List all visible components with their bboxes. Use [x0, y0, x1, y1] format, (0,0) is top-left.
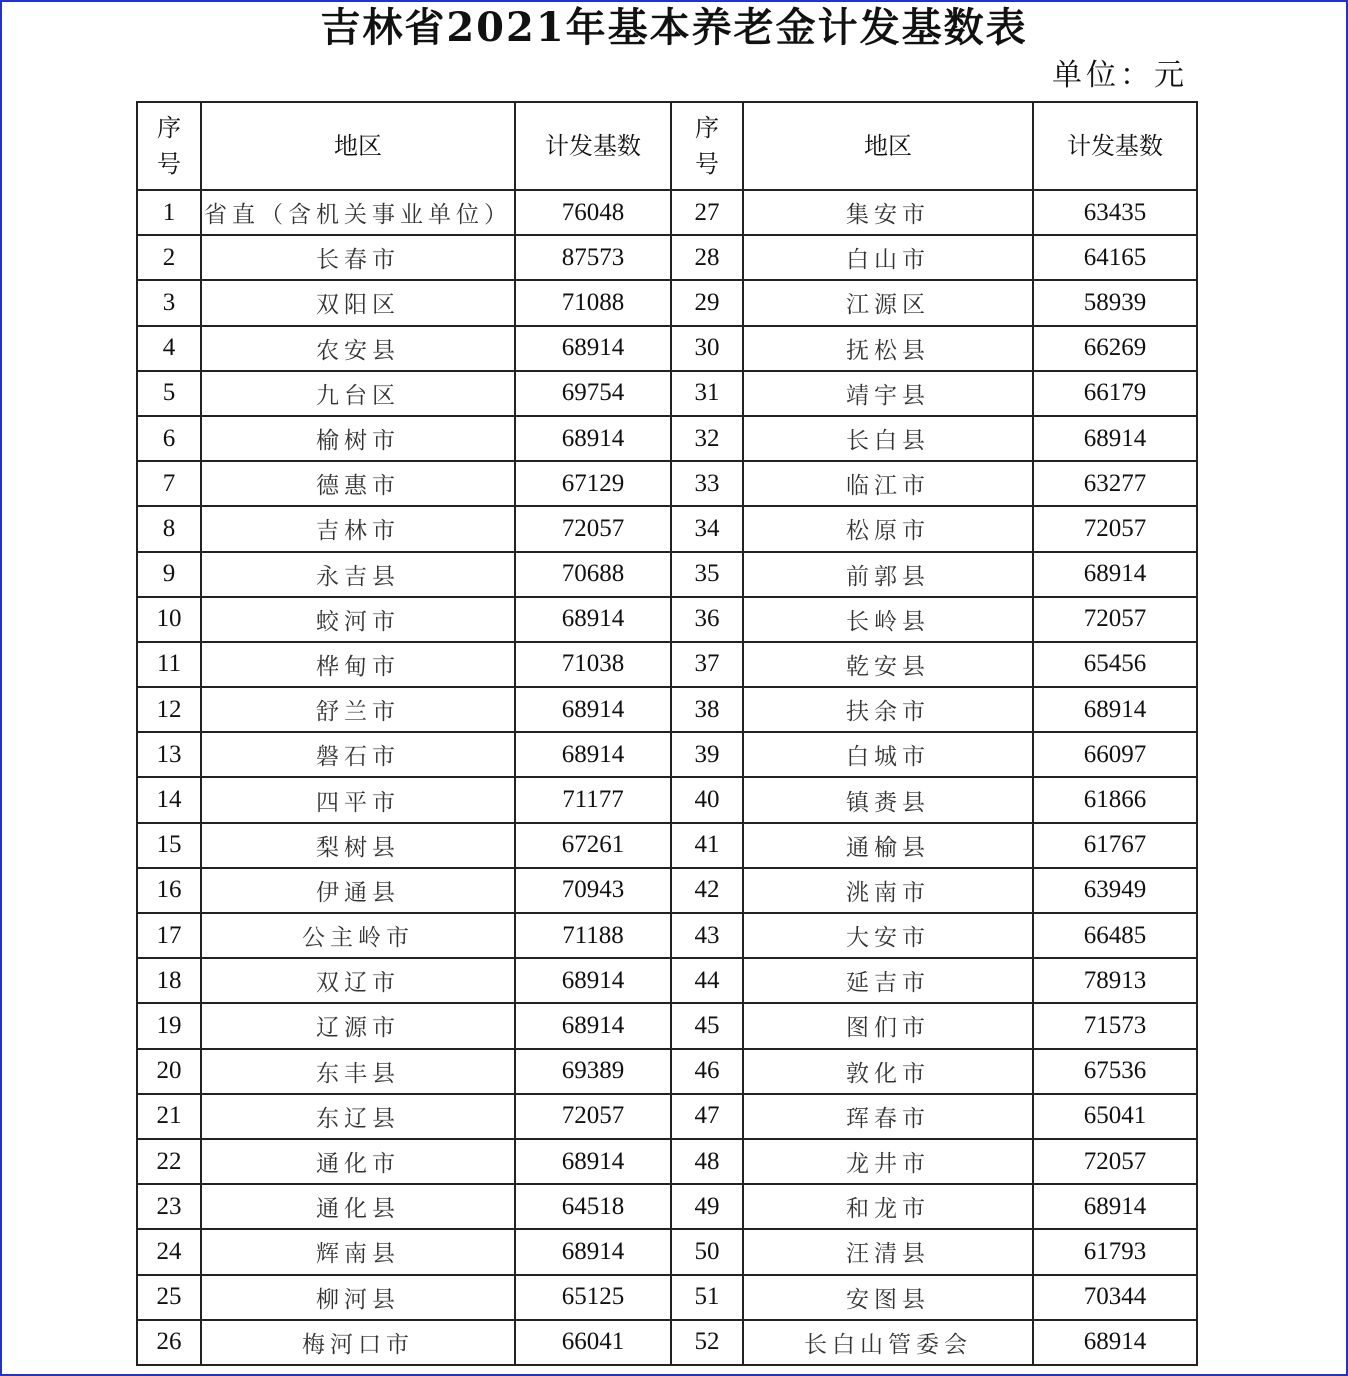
- seq-cell-right: 27: [671, 190, 743, 235]
- region-cell-right: 江源区: [743, 280, 1033, 325]
- base-cell-left: 69389: [515, 1049, 671, 1094]
- table-row: [137, 371, 1197, 416]
- base-cell-left: 76048: [515, 190, 671, 235]
- region-cell-right: 前郭县: [743, 552, 1033, 597]
- region-cell-right: 延吉市: [743, 958, 1033, 1003]
- unit-label: 单位：元: [1052, 58, 1188, 93]
- region-cell-left: 辽源市: [201, 1003, 515, 1048]
- region-cell-right: 敦化市: [743, 1049, 1033, 1094]
- header-seq-line2: 号: [695, 150, 719, 178]
- header-seq-right: [671, 102, 743, 190]
- table-row: [137, 823, 1197, 868]
- region-cell-left: 双阳区: [201, 280, 515, 325]
- seq-cell-right: 49: [671, 1184, 743, 1229]
- table-row: [137, 1229, 1197, 1274]
- seq-cell-left: 8: [137, 506, 201, 551]
- table-row: [137, 235, 1197, 280]
- region-cell-left: 公主岭市: [201, 913, 515, 958]
- seq-cell-left: 13: [137, 732, 201, 777]
- seq-cell-right: 51: [671, 1275, 743, 1320]
- base-cell-right: 66485: [1033, 913, 1197, 958]
- seq-cell-right: 43: [671, 913, 743, 958]
- header-region-left: 地区: [201, 102, 515, 190]
- base-cell-left: 69754: [515, 371, 671, 416]
- seq-cell-right: 36: [671, 597, 743, 642]
- region-cell-right: 安图县: [743, 1275, 1033, 1320]
- seq-cell-right: 39: [671, 732, 743, 777]
- base-cell-left: 70688: [515, 552, 671, 597]
- base-cell-right: 63949: [1033, 868, 1197, 913]
- seq-cell-right: 29: [671, 280, 743, 325]
- seq-cell-right: 41: [671, 823, 743, 868]
- seq-cell-left: 22: [137, 1139, 201, 1184]
- base-cell-left: 68914: [515, 326, 671, 371]
- region-cell-right: 乾安县: [743, 642, 1033, 687]
- seq-cell-right: 35: [671, 552, 743, 597]
- seq-cell-right: 45: [671, 1003, 743, 1048]
- table-row: [137, 1094, 1197, 1139]
- seq-cell-left: 26: [137, 1320, 201, 1365]
- region-cell-left: 通化县: [201, 1184, 515, 1229]
- seq-cell-left: 21: [137, 1094, 201, 1139]
- seq-cell-left: 23: [137, 1184, 201, 1229]
- region-cell-left: 双辽市: [201, 958, 515, 1003]
- seq-cell-left: 20: [137, 1049, 201, 1094]
- table-row: [137, 913, 1197, 958]
- base-cell-right: 72057: [1033, 506, 1197, 551]
- header-seq-line1: 序: [157, 114, 181, 142]
- base-cell-left: 70943: [515, 868, 671, 913]
- region-cell-right: 白城市: [743, 732, 1033, 777]
- region-cell-right: 洮南市: [743, 868, 1033, 913]
- base-cell-right: 63277: [1033, 461, 1197, 506]
- table-row: [137, 958, 1197, 1003]
- seq-cell-right: 47: [671, 1094, 743, 1139]
- base-cell-right: 68914: [1033, 552, 1197, 597]
- seq-cell-left: 17: [137, 913, 201, 958]
- seq-cell-right: 40: [671, 777, 743, 822]
- base-cell-left: 68914: [515, 1003, 671, 1048]
- table-row: [137, 326, 1197, 371]
- base-cell-left: 68914: [515, 1229, 671, 1274]
- base-cell-right: 58939: [1033, 280, 1197, 325]
- region-cell-left: 德惠市: [201, 461, 515, 506]
- seq-cell-right: 46: [671, 1049, 743, 1094]
- region-cell-right: 通榆县: [743, 823, 1033, 868]
- base-cell-left: 87573: [515, 235, 671, 280]
- table-row: [137, 1139, 1197, 1184]
- base-cell-left: 72057: [515, 506, 671, 551]
- table-row: [137, 777, 1197, 822]
- seq-cell-right: 38: [671, 687, 743, 732]
- region-cell-left: 桦甸市: [201, 642, 515, 687]
- region-cell-left: 磐石市: [201, 732, 515, 777]
- table-row: [137, 552, 1197, 597]
- region-cell-left: 四平市: [201, 777, 515, 822]
- seq-cell-right: 50: [671, 1229, 743, 1274]
- base-cell-right: 78913: [1033, 958, 1197, 1003]
- region-cell-left: 辉南县: [201, 1229, 515, 1274]
- base-cell-right: 63435: [1033, 190, 1197, 235]
- seq-cell-left: 12: [137, 687, 201, 732]
- region-cell-right: 靖宇县: [743, 371, 1033, 416]
- seq-cell-left: 5: [137, 371, 201, 416]
- seq-cell-left: 11: [137, 642, 201, 687]
- base-cell-right: 68914: [1033, 1184, 1197, 1229]
- seq-cell-left: 1: [137, 190, 201, 235]
- region-cell-left: 东辽县: [201, 1094, 515, 1139]
- region-cell-left: 省直（含机关事业单位）: [201, 190, 515, 235]
- region-cell-right: 长白山管委会: [743, 1320, 1033, 1365]
- region-cell-left: 蛟河市: [201, 597, 515, 642]
- base-cell-right: 67536: [1033, 1049, 1197, 1094]
- header-row: [137, 102, 1197, 190]
- base-cell-left: 71088: [515, 280, 671, 325]
- base-cell-right: 71573: [1033, 1003, 1197, 1048]
- table-row: [137, 506, 1197, 551]
- table-row: [137, 1275, 1197, 1320]
- base-cell-right: 70344: [1033, 1275, 1197, 1320]
- seq-cell-right: 37: [671, 642, 743, 687]
- region-cell-left: 九台区: [201, 371, 515, 416]
- seq-cell-left: 19: [137, 1003, 201, 1048]
- seq-cell-left: 15: [137, 823, 201, 868]
- base-cell-right: 65456: [1033, 642, 1197, 687]
- region-cell-left: 通化市: [201, 1139, 515, 1184]
- base-cell-left: 67261: [515, 823, 671, 868]
- region-cell-right: 珲春市: [743, 1094, 1033, 1139]
- region-cell-left: 柳河县: [201, 1275, 515, 1320]
- seq-cell-right: 32: [671, 416, 743, 461]
- base-cell-left: 71038: [515, 642, 671, 687]
- base-cell-left: 68914: [515, 958, 671, 1003]
- table-row: [137, 280, 1197, 325]
- region-cell-right: 汪清县: [743, 1229, 1033, 1274]
- region-cell-right: 和龙市: [743, 1184, 1033, 1229]
- header-seq-left: [137, 102, 201, 190]
- region-cell-left: 梨树县: [201, 823, 515, 868]
- pension-base-table: [136, 101, 1198, 1366]
- seq-cell-left: 10: [137, 597, 201, 642]
- table-row: [137, 416, 1197, 461]
- table-row: [137, 1184, 1197, 1229]
- region-cell-right: 临江市: [743, 461, 1033, 506]
- region-cell-right: 龙井市: [743, 1139, 1033, 1184]
- seq-cell-left: 4: [137, 326, 201, 371]
- region-cell-right: 白山市: [743, 235, 1033, 280]
- table-row: [137, 1049, 1197, 1094]
- table-row: [137, 687, 1197, 732]
- seq-cell-right: 44: [671, 958, 743, 1003]
- seq-cell-left: 25: [137, 1275, 201, 1320]
- seq-cell-right: 31: [671, 371, 743, 416]
- base-cell-right: 64165: [1033, 235, 1197, 280]
- base-cell-right: 65041: [1033, 1094, 1197, 1139]
- base-cell-right: 66179: [1033, 371, 1197, 416]
- header-base-left: 计发基数: [515, 102, 671, 190]
- region-cell-left: 榆树市: [201, 416, 515, 461]
- header-seq-line2: 号: [157, 150, 181, 178]
- base-cell-right: 68914: [1033, 1320, 1197, 1365]
- base-cell-right: 66097: [1033, 732, 1197, 777]
- region-cell-right: 集安市: [743, 190, 1033, 235]
- base-cell-right: 68914: [1033, 687, 1197, 732]
- header-seq-line1: 序: [695, 114, 719, 142]
- region-cell-right: 扶余市: [743, 687, 1033, 732]
- seq-cell-left: 9: [137, 552, 201, 597]
- seq-cell-left: 7: [137, 461, 201, 506]
- base-cell-right: 61767: [1033, 823, 1197, 868]
- base-cell-right: 61866: [1033, 777, 1197, 822]
- region-cell-left: 梅河口市: [201, 1320, 515, 1365]
- region-cell-right: 图们市: [743, 1003, 1033, 1048]
- table-row: [137, 1003, 1197, 1048]
- seq-cell-right: 34: [671, 506, 743, 551]
- base-cell-left: 65125: [515, 1275, 671, 1320]
- table-row: [137, 1320, 1197, 1365]
- base-cell-right: 61793: [1033, 1229, 1197, 1274]
- table-row: [137, 190, 1197, 235]
- base-cell-left: 68914: [515, 687, 671, 732]
- base-cell-left: 68914: [515, 1139, 671, 1184]
- region-cell-left: 长春市: [201, 235, 515, 280]
- seq-cell-right: 28: [671, 235, 743, 280]
- region-cell-left: 农安县: [201, 326, 515, 371]
- seq-cell-right: 52: [671, 1320, 743, 1365]
- table-row: [137, 642, 1197, 687]
- region-cell-right: 松原市: [743, 506, 1033, 551]
- table-row: [137, 461, 1197, 506]
- base-cell-right: 66269: [1033, 326, 1197, 371]
- header-region-right: 地区: [743, 102, 1033, 190]
- base-cell-left: 71177: [515, 777, 671, 822]
- base-cell-right: 68914: [1033, 416, 1197, 461]
- seq-cell-right: 42: [671, 868, 743, 913]
- table-row: [137, 597, 1197, 642]
- base-cell-left: 68914: [515, 597, 671, 642]
- region-cell-right: 抚松县: [743, 326, 1033, 371]
- seq-cell-right: 48: [671, 1139, 743, 1184]
- region-cell-right: 大安市: [743, 913, 1033, 958]
- base-cell-right: 72057: [1033, 1139, 1197, 1184]
- seq-cell-left: 6: [137, 416, 201, 461]
- seq-cell-right: 33: [671, 461, 743, 506]
- region-cell-left: 永吉县: [201, 552, 515, 597]
- seq-cell-left: 24: [137, 1229, 201, 1274]
- header-base-right: 计发基数: [1033, 102, 1197, 190]
- seq-cell-right: 30: [671, 326, 743, 371]
- page-title: 吉林省2021年基本养老金计发基数表: [320, 4, 1028, 51]
- base-cell-left: 68914: [515, 416, 671, 461]
- seq-cell-left: 2: [137, 235, 201, 280]
- region-cell-left: 东丰县: [201, 1049, 515, 1094]
- seq-cell-left: 18: [137, 958, 201, 1003]
- seq-cell-left: 14: [137, 777, 201, 822]
- seq-cell-left: 3: [137, 280, 201, 325]
- base-cell-right: 72057: [1033, 597, 1197, 642]
- base-cell-left: 71188: [515, 913, 671, 958]
- region-cell-right: 长岭县: [743, 597, 1033, 642]
- region-cell-left: 舒兰市: [201, 687, 515, 732]
- base-cell-left: 67129: [515, 461, 671, 506]
- region-cell-left: 吉林市: [201, 506, 515, 551]
- table-body: [137, 190, 1197, 1365]
- region-cell-right: 长白县: [743, 416, 1033, 461]
- base-cell-left: 68914: [515, 732, 671, 777]
- base-cell-left: 64518: [515, 1184, 671, 1229]
- base-cell-left: 66041: [515, 1320, 671, 1365]
- table-row: [137, 732, 1197, 777]
- seq-cell-left: 16: [137, 868, 201, 913]
- table-row: [137, 868, 1197, 913]
- region-cell-right: 镇赉县: [743, 777, 1033, 822]
- base-cell-left: 72057: [515, 1094, 671, 1139]
- region-cell-left: 伊通县: [201, 868, 515, 913]
